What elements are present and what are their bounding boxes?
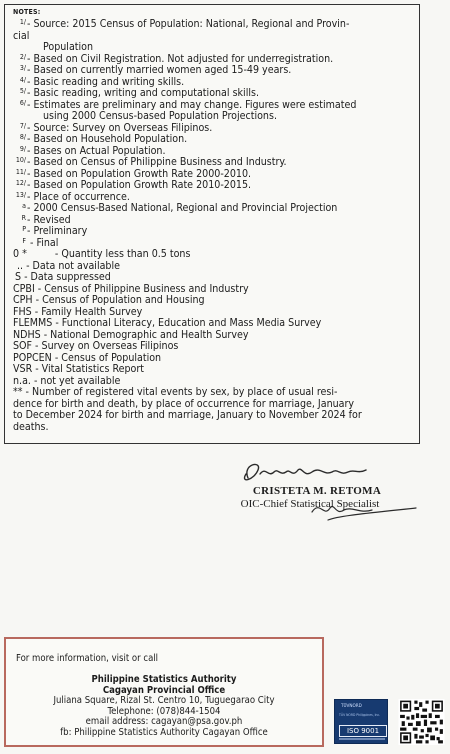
note-9: 9/ - Bases on Actual Population. (19, 144, 166, 157)
note-star-line2: dence for birth and death, by place of occurrence for marriage, January (13, 397, 355, 410)
contact-intro: For more information, visit or call (16, 653, 159, 664)
contact-org-name: Philippine Statistics Authority (91, 674, 237, 685)
notes-box (4, 4, 420, 444)
badge-footer-bar (339, 738, 385, 740)
signatory-name: CRISTETA M. RETOMA (252, 485, 382, 497)
iso-certification-badge (334, 699, 388, 744)
qr-code-icon[interactable] (398, 699, 445, 745)
badge-brand: TÜVNORD (341, 704, 362, 709)
note-1-cont2: Population (43, 41, 94, 53)
note-1: 1/ - Source: 2015 Census of Population: National, Regional and Provin- (19, 18, 350, 30)
note-4: 4/ - Basic reading and writing skills. (19, 75, 185, 88)
contact-office-name: Cagayan Provincial Office (102, 684, 226, 696)
abbr-vsr: VSR - Vital Statistics Report (13, 363, 144, 375)
contact-facebook[interactable]: fb: Philippine Statistics Authority Cagayan Office (60, 726, 268, 738)
note-2: 2/ - Based on Civil Registration. Not adjusted for underregistration. (19, 52, 334, 65)
note-11: 11/ - Based on Population Growth Rate 2000-2010. (15, 167, 252, 180)
note-6: 6/ - Estimates are preliminary and may change. Figures were estimated (19, 98, 357, 111)
abbr-ndhs: NDHS - National Demographic and Health Survey (13, 328, 249, 341)
abbr-flemms: FLEMMS - Functional Literacy, Education and Mass Media Survey (13, 317, 322, 329)
note-7: 7/ - Source: Survey on Overseas Filipinos. (19, 121, 213, 134)
contact-details (6, 675, 322, 739)
signature-block (220, 456, 420, 536)
note-a: a - 2000 Census-Based National, Regional and Provincial Projection (22, 202, 338, 214)
notes-title: NOTES: (13, 8, 41, 16)
note-s: S - Data suppressed (15, 271, 111, 283)
contact-email[interactable]: email address: cagayan@psa.gov.ph (85, 716, 243, 728)
note-5: 5/ - Basic reading, writing and computational skills. (19, 87, 259, 99)
note-star-line4: deaths. (13, 420, 49, 433)
note-8: 8/ - Based on Household Population. (19, 133, 188, 145)
contact-address: Juliana Square, Rizal St. Centro 10, Tuguegarao City (53, 695, 275, 707)
note-10: 10/ - Based on Census of Philippine Business and Industry. (15, 156, 287, 168)
note-r: R - Revised (21, 213, 71, 226)
note-13: 13/ - Place of occurrence. (15, 190, 130, 203)
abbr-sof: SOF - Survey on Overseas Filipinos (13, 340, 179, 352)
note-3: 3/ - Based on currently married women aged 15-49 years. (19, 64, 292, 76)
abbr-cph: CPH - Census of Population and Housing (13, 294, 205, 306)
note-star-line3: to December 2024 for birth and marriage, January to November 2024 for (13, 409, 362, 421)
badge-iso-label: ISO 9001 (339, 725, 387, 737)
abbr-fhs: FHS - Family Health Survey (13, 305, 143, 318)
contact-phone: Telephone: (078)844-1504 (107, 705, 221, 717)
abbr-popcen: POPCEN - Census of Population (13, 351, 162, 364)
note-f: F - Final (22, 236, 59, 249)
abbr-na: n.a. - not yet available (13, 374, 121, 387)
note-dots: .. - Data not available (17, 259, 120, 272)
contact-box (4, 637, 324, 747)
badge-subtext: TÜV NORD Philippines, Inc. (339, 713, 381, 717)
signatory-title: OIC-Chief Statistical Specialist (240, 498, 380, 510)
note-1-cont1: cial (13, 29, 30, 42)
note-p: P - Preliminary (22, 225, 88, 237)
note-star-line1: ** - Number of registered vital events by sex, by place of usual resi- (13, 386, 338, 398)
abbr-cpbi: CPBI - Census of Philippine Business and Industry (13, 282, 249, 295)
note-zero: 0 * - Quantity less than 0.5 tons (13, 248, 191, 260)
note-6-cont: using 2000 Census-based Population Projections. (43, 110, 277, 122)
note-12: 12/ - Based on Population Growth Rate 2010-2015. (15, 179, 252, 191)
